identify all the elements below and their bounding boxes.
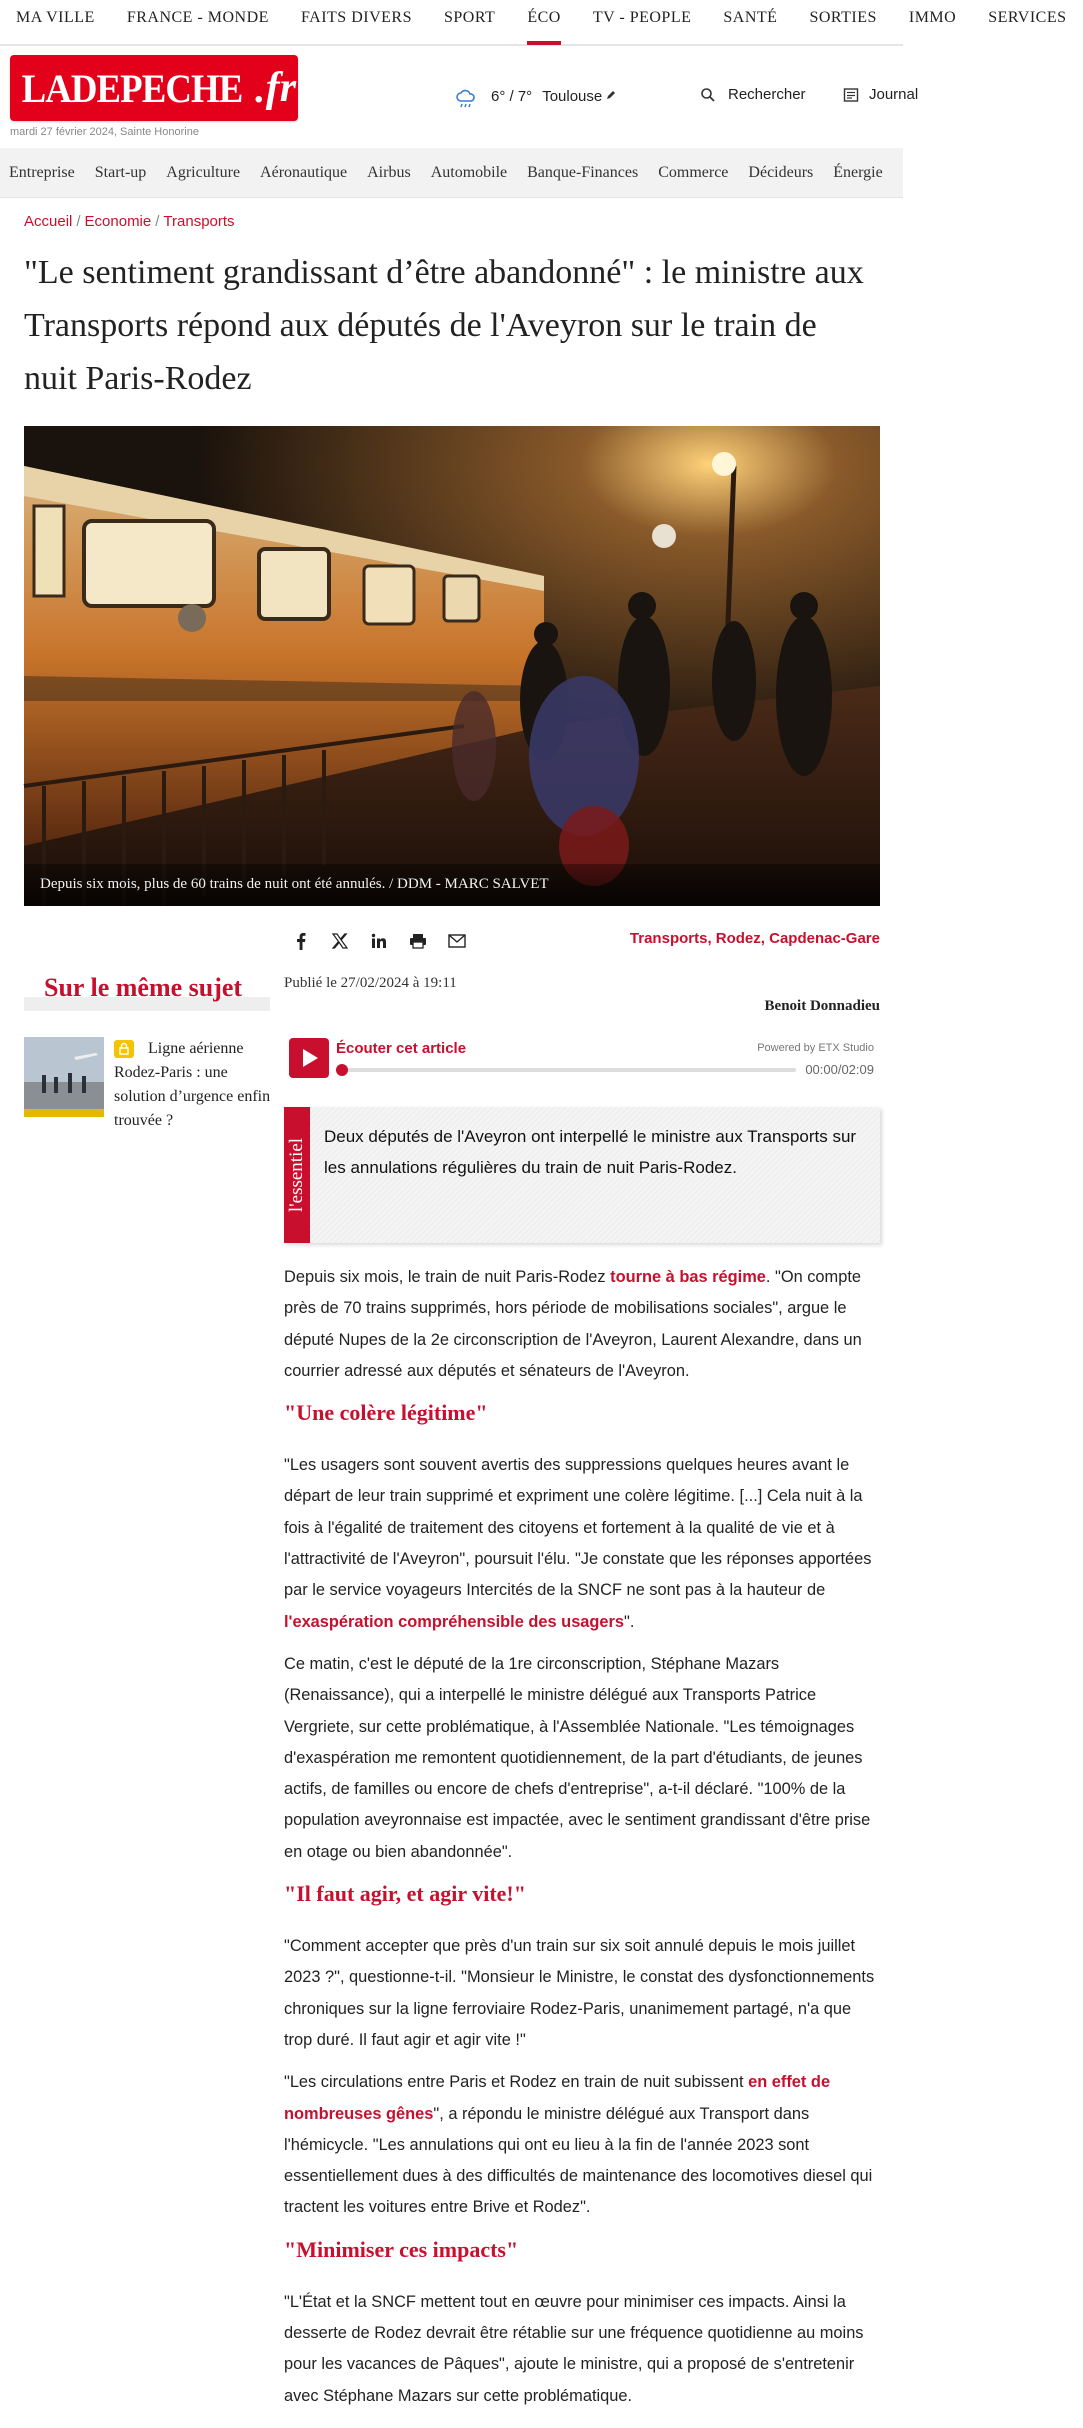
search-icon [700,87,716,103]
search-button[interactable] [700,86,806,103]
linkedin-icon[interactable] [368,930,390,952]
play-icon[interactable] [289,1038,329,1078]
secnav-aeronautique[interactable]: Aéronautique [260,163,348,181]
article-body [284,1262,880,2423]
topnav-faits-divers[interactable]: FAITS DIVERS [300,9,412,26]
topnav-ma-ville[interactable]: MA VILLE [16,9,95,26]
secnav-entreprise[interactable]: Entreprise [9,163,75,181]
newspaper-icon [843,87,859,103]
related-article-title[interactable]: Ligne aérienne Rodez-Paris : une solution d’urgence enfin trouvée ? [114,1040,271,1129]
journal-label: Journal [869,86,919,103]
topnav-sport[interactable]: SPORT [443,9,496,26]
header-date: mardi 27 février 2024, Sainte Honorine [10,126,199,138]
weather-temperature: 6° / 7° [491,88,533,105]
essentiel-box [284,1107,880,1243]
breadcrumb-accueil[interactable]: Accueil [24,213,73,230]
pencil-icon[interactable] [605,88,617,105]
audio-listen-label[interactable]: Écouter cet article [336,1040,467,1057]
related-article-thumbnail[interactable] [24,1037,104,1117]
essentiel-tab [284,1107,310,1243]
site-header [0,48,919,148]
site-logo[interactable] [10,55,298,121]
audio-progress-handle[interactable] [336,1064,348,1076]
paragraph-text: ", a répondu le ministre délégué aux Transport dans l'hémicycle. "Les annulations qui ont eu lieu à la fin de l'année 2023 sont essentiellement dues à des difficultés de maintenance des locomotives diesel qui tractent les voitures entre Brive et Rodez". [284,2104,873,2217]
paragraph-text: ". [624,1612,635,1631]
topnav-france-monde[interactable]: FRANCE - MONDE [126,9,269,26]
same-subject-heading-box [24,973,270,1011]
logo-fr: fr [265,65,297,111]
facebook-icon[interactable] [290,930,312,952]
paragraph: "Comment accepter que près d'un train sur six soit annulé depuis le mois juillet 2023 ?", questionne-t-il. "Monsieur le Ministre, le constat des dysfonctionnements chroniques sur la ligne ferroviaire Rodez-Paris, unanimement partagé, n'a que trop duré. Il faut agir et agir vite !" [284,1937,875,2049]
section-navigation [0,148,903,198]
topnav-tv-people[interactable]: TV - PEOPLE [592,9,692,26]
breadcrumb [24,213,235,230]
weather-city: Toulouse [542,88,603,105]
rain-cloud-icon [455,89,477,105]
paragraph [284,1450,880,1638]
audio-progress-track[interactable] [336,1068,796,1072]
article-title: "Le sentiment grandissant d’être abandonné" : le ministre aux Transports répond aux députés de l'Aveyron sur le train de nuit Paris-Rodez [24,254,864,397]
subheading: "Il faut agir, et agir vite!" [284,1881,526,1907]
subheading: "Minimiser ces impacts" [284,2236,519,2262]
secnav-agriculture[interactable]: Agriculture [166,163,241,181]
secnav-start-up[interactable]: Start-up [94,163,147,181]
paragraph-text: . "On compte près de 70 trains supprimés, hors période de mobilisations sociales", argue le député Nupes de la 2e circonscription de l'Aveyron, Laurent Alexandre, dans un courrier adressé aux députés et sénateurs de l'Aveyron. [284,1268,862,1380]
secnav-automobile[interactable]: Automobile [430,163,508,181]
author-name[interactable]: Benoit Donnadieu [764,998,880,1014]
breadcrumb-economie[interactable]: Economie [84,213,152,230]
audio-time: 00:00/02:09 [805,1062,874,1077]
journal-button[interactable] [843,86,918,103]
top-navigation [0,0,1067,46]
subheading: "Une colère légitime" [284,1400,488,1426]
audio-powered-by: Powered by ETX Studio [757,1042,874,1054]
topnav-sante[interactable]: SANTÉ [723,9,778,26]
hero-caption: Depuis six mois, plus de 60 trains de nuit ont été annulés. / DDM - MARC SALVET [24,864,880,906]
publish-date: Publié le 27/02/2024 à 19:11 [284,975,457,991]
topnav-immo[interactable]: IMMO [908,9,957,26]
email-icon[interactable] [446,930,468,952]
paragraph [284,1262,880,1387]
paragraph: Ce matin, c'est le député de la 1re circonscription, Stéphane Mazars (Renaissance), qui a interpellé le ministre délégué aux Transports Patrice Vergriete, sur cette problématique, à l'Assemblée Nationale. "Les témoignages d'exaspération me remontent quotidiennement, de la part d'étudiants, de jeunes actifs, de familles ou encore de chefs d'entreprise", a-t-il déclaré. "100% de la population aveyronnaise est impactée, avec le sentiment grandissant d'être prise en otage ou bien abandonnée". [284,1654,871,1861]
topnav-eco[interactable]: ÉCO [511,0,577,45]
article-hero-image[interactable] [24,426,880,906]
hero-photo-train-station [24,426,880,906]
secnav-decideurs[interactable]: Décideurs [748,163,814,181]
paragraph [284,2067,880,2223]
paragraph-text: "Les usagers sont souvent avertis des suppressions quelques heures avant le départ de leur train supprimé et expriment une colère légitime. [...] Cela nuit à la fois à l'égalité de traitement des citoyens et fortement à la qualité de vie et à l'attractivité de l'Aveyron", poursuit l'élu. "Je constate que les réponses apportées par le service voyageurs Intercités de la SNCF ne sont pas à la hauteur de [284,1456,872,1600]
secnav-energie[interactable]: Énergie [833,163,883,181]
search-label: Rechercher [728,86,806,103]
secnav-commerce[interactable]: Commerce [658,163,729,181]
paragraph-text: "Les circulations entre Paris et Rodez en train de nuit subissent [284,2073,749,2092]
inline-link[interactable]: tourne à bas régime [610,1268,766,1286]
topnav-sorties[interactable]: SORTIES [809,9,877,26]
logo-text: LADEPECHE [21,65,243,111]
paragraph-text: Depuis six mois, le train de nuit Paris-Rodez [284,1268,611,1286]
essentiel-tab-label: l'essentiel [286,1137,307,1213]
logo-dot: . [253,65,264,111]
x-twitter-icon[interactable] [329,930,351,952]
breadcrumb-separator: / [76,213,81,230]
secnav-airbus[interactable]: Airbus [367,163,411,181]
print-icon[interactable] [407,930,429,952]
secnav-banque-finances[interactable]: Banque-Finances [527,163,639,181]
inline-link[interactable]: l'exaspération compréhensible des usagers [284,1612,625,1631]
topnav-services[interactable]: SERVICES [988,9,1067,26]
article-tags[interactable]: Transports, Rodez, Capdenac-Gare [629,930,880,947]
weather-widget[interactable] [455,88,617,105]
essentiel-text: Deux députés de l'Aveyron ont interpellé le ministre aux Transports sur les annulations régulières du train de nuit Paris-Rodez. [324,1127,857,1177]
inline-link[interactable]: en effet de nombreuses gênes [284,2073,831,2123]
breadcrumb-separator: / [155,213,160,230]
breadcrumb-transports[interactable]: Transports [163,213,235,230]
paragraph: "L'État et la SNCF mettent tout en œuvre pour minimiser ces impacts. Ainsi la desserte de Rodez devrait être rétablie sur une fréquence quotidienne au moins pour les vacances de Pâques", ajoute le ministre, qui a proposé de s'entretenir avec Stéphane Mazars sur cette problématique. [284,2292,864,2405]
same-subject-heading: Sur le même sujet [44,973,243,1002]
share-bar [290,930,485,952]
audio-player [284,1038,880,1082]
